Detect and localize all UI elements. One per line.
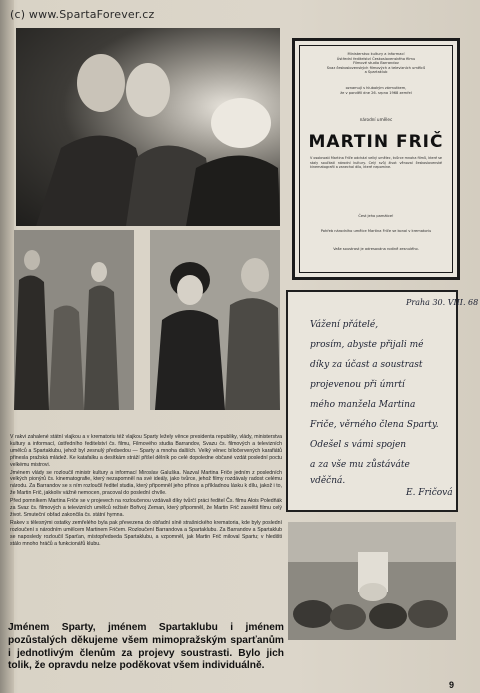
notice-header-line: a Spartaklub [364,70,388,75]
notice-intro-line: že v pondělí dne 26. srpna 1968 zemřel [340,90,412,95]
article-paragraph: Jménem vlády se rozloučil ministr kultury a informací Miroslav Galuška. Nazval Martina Friče jedním z posledních velkých pionýrů čs. kinematografie, který nezapomněl na své ideály, jako tvůrce, jehož filmy rozdávaly radost celému národu. Za Barrandov se s ním rozloučil ředitel studia, který připomněl jeho přínos a příkladnou lásku k dílu, jakož i to, že Martin Frič, jakkoliv vážně nemocen, pracoval do poslední chvíle. [10,469,282,497]
letter-line: a za vše mu zůstáváte [310,460,410,470]
article-paragraph: Před pomníkem Martina Friče se v projevech na rozloučenou vzdávali díky tvůrčí práci ředitel Čs. filmu Alois Poledňák za Svaz čs. filmových a televizních umělců režisér Bořivoj Zeman, který připomněl, že Martin Frič zasvětil filmu celý život. Smuteční obřad zakončila čs. státní hymna. [10,498,282,518]
letter-line: Vážení přátelé, [310,320,379,330]
notice-body: V osobnosti Martina Friče odchází velký umělec, tvůrce mnoha filmů, které se staly součástí národní kultury. Celý svůj život věnoval československé kinematografii a zanechal dílo, které nepomine. [310,156,442,170]
letter-line: projevenou při úmrtí [310,380,405,390]
watermark-text: (c) www.SpartaForever.cz [10,8,155,21]
notice-name: MARTIN FRIČ [308,132,444,152]
photo-three-men [16,28,280,226]
notice-intro [308,86,444,95]
photo-crowd [14,230,134,410]
letter-line: vděčná. [310,476,346,486]
notice-header-line: Ústřední ředitelství Československého filmu [336,56,416,61]
letter-line: díky za účast a soustrast [310,360,423,370]
photo-wreaths [288,522,456,640]
notice-header-line: Filmové studio Barrandov [353,61,399,66]
article-text [10,434,282,549]
notice-header-line: Svaz československých filmových a televizních umělců [326,65,426,70]
article-paragraph: Rakev s tělesnými ostatky zemřelého byla pak převezena do obřadní síně strašnického krematoria, kde byly poslední rozloučení s národním umělcem Martinem Fričem. Rozloučení Barrandova a Spartaklubu. Za Barrandov a Spartaklub se naposledy rozloučil Sparťan, místopředseda Spartaklubu, a vzpomněl, jak Martin Frič miloval Spartu; v hledišti stálo mnoho hráčů a funkcionářů klubu. [10,519,282,547]
notice-footer-line: Čest jeho památce! [358,214,394,218]
letter-line: mého manžela Martina [310,400,416,410]
notice-header [308,52,444,75]
page-spine [0,0,14,693]
letter-line: Odešel s vámi spojen [310,440,407,450]
letter-line: prosím, abyste přijali mé [310,340,424,350]
death-notice-frame [299,45,453,273]
photo-crowd-illustration [14,230,134,410]
letter-signature: E. Fričová [406,488,453,498]
photo-woman-and-man-illustration [150,230,280,410]
notice-header-line: Ministerstvo kultury a informací [347,52,405,56]
photo-wreaths-illustration [288,522,456,640]
notice-footer [308,214,444,252]
page-number: 9 [449,680,455,690]
death-notice [292,38,460,280]
photo-woman-and-man [150,230,280,410]
notice-intro-line: oznamují s hlubokým zármutkem, [345,86,407,90]
letter-line: Friče, věrného člena Sparty. [310,420,439,430]
photo-three-men-illustration [16,28,280,226]
closing-thanks: Jménem Sparty, jménem Spartaklubu i jménem pozůstalých děkujeme všem mimopražským sparťanům i jednotlivým členům za projevy soustrasti. Bylo jich tolik, že opravdu nelze poděkovat všem individuálně. [8,622,284,672]
letter-date: Praha 30. VIII. 68 [406,298,479,307]
notice-footer-line: Vaše soustrast je adresována rodině zesnulého. [333,247,419,252]
handwritten-letter [286,290,479,512]
notice-title-small: národní umělec [359,117,393,122]
notice-footer-line: Pohřeb národního umělce Martina Friče se konal v krematoriu [320,228,432,233]
article-paragraph: V rakvi zahalené státní vlajkou a v krematoriu též vlajkou Sparty ležely věnce presidenta republiky, vlády, ministerstva kultury a informací, ústředního ředitelství čs. filmu, Filmového studia Barrandov, Svazu čs. filmových a televizních umělců a Spartaklubu, jehož byl zesnulý předsedou — Sparty a mnoha dalších. Velký věnec bíločervených karafiátů přinesla pražská mládež. Ke katafalku a desítkám stráží přišel dělník po celé dopoledne občané vzdát poslední poctu velkému mistrovi. [10,434,282,468]
